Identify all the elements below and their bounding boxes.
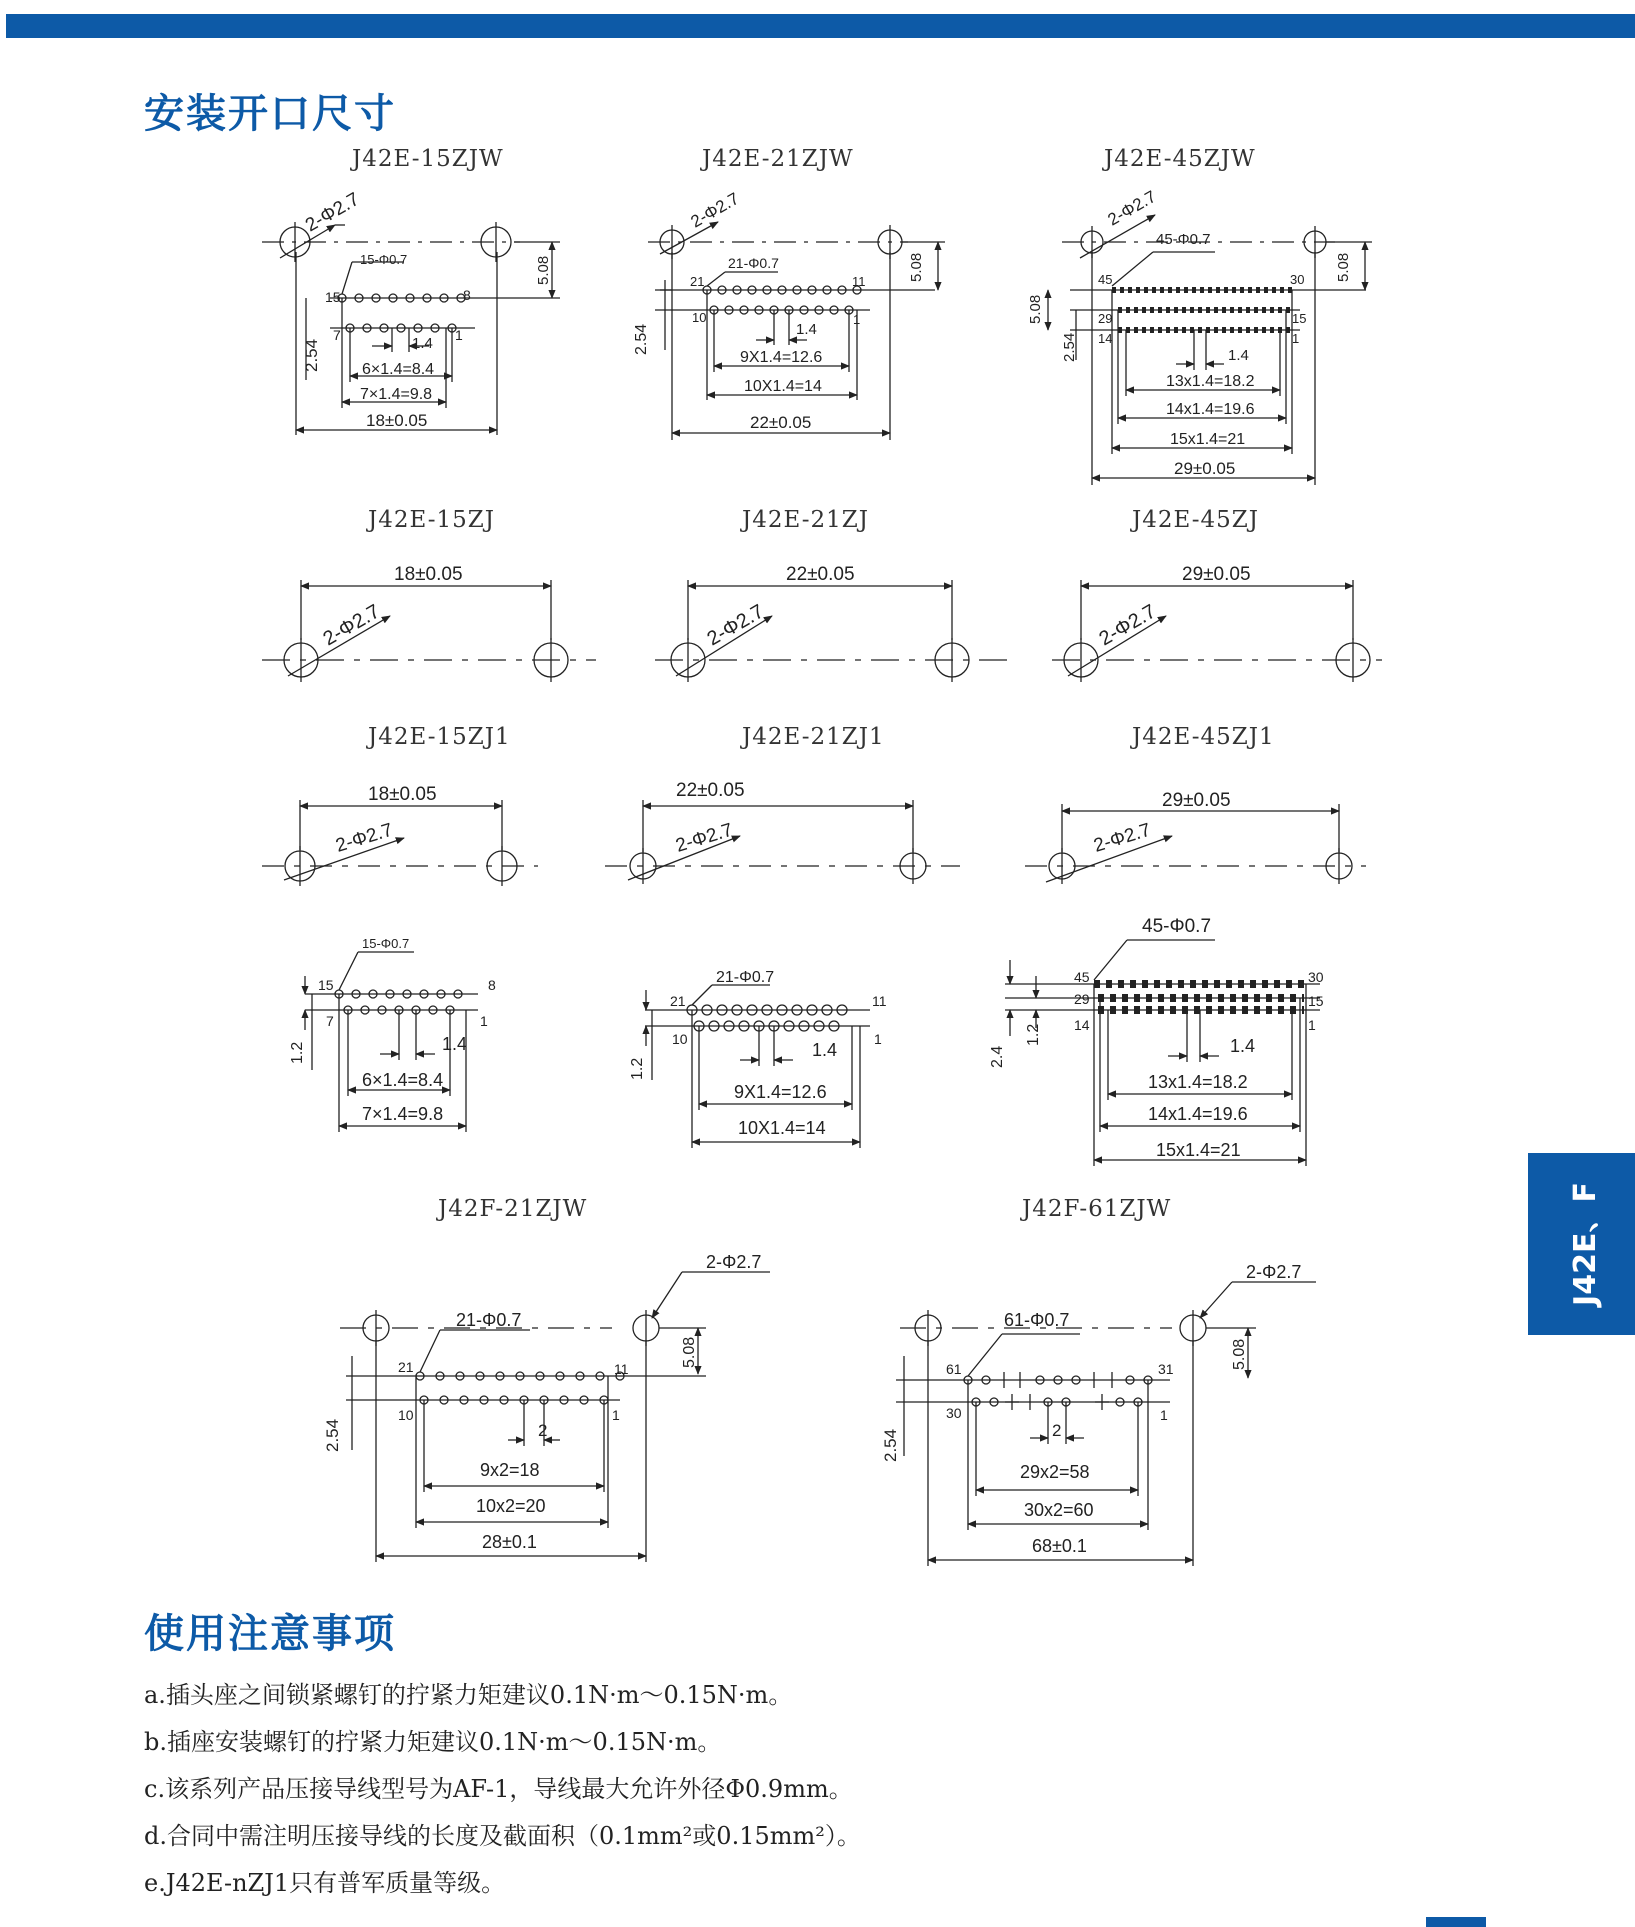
pin-number: 14 [1098,331,1113,346]
model-title: J42E-21ZJ1 [742,724,885,750]
note-item: b.插座安装螺钉的拧紧力矩建议0.1N·m～0.15N·m。 [144,1728,722,1756]
pin-number: 1 [455,327,463,343]
width-label: 68±0.1 [1032,1536,1087,1556]
dim-label: 1.2 [629,1057,646,1080]
width-label: 18±0.05 [366,411,428,430]
dim-label: 5.08 [1231,1338,1248,1370]
pin-number: 10 [398,1407,414,1423]
span-label: 29x2=58 [1020,1462,1090,1482]
pin-number: 1 [853,312,861,327]
pin-number: 30 [946,1405,962,1421]
pin-number: 1 [874,1031,882,1047]
span-label: 14x1.4=19.6 [1166,401,1255,418]
width-label: 18±0.05 [368,784,437,805]
pitch-label: 1.4 [1228,347,1249,364]
model-title: J42E-21ZJW [702,146,854,172]
pin-number: 1 [1160,1407,1168,1423]
pin-number: 14 [1074,1017,1090,1033]
pin-count-label: 21-Φ0.7 [716,969,775,986]
dim-label: 1.2 [289,1041,306,1064]
dim-label: 2.54 [633,323,650,355]
dim-label: 5.08 [681,1336,698,1368]
drawing-61zjw [896,1282,1316,1566]
pin-number: 45 [1098,272,1113,287]
pin-count-label: 15-Φ0.7 [362,936,410,951]
pin-number: 21 [690,274,705,289]
hole-label: 2-Φ2.7 [1246,1262,1302,1282]
width-label: 22±0.05 [676,780,745,801]
pitch-label: 1.4 [812,1040,838,1060]
side-tab [1528,1153,1635,1335]
hole-label: 2-Φ2.7 [1091,819,1154,857]
model-title: J42E-21ZJ [742,507,869,533]
pin-number: 15 [325,289,341,305]
span-label: 7×1.4=9.8 [360,386,433,403]
hole-label: 2-Φ2.7 [1104,186,1160,230]
section-title-install: 安装开口尺寸 [144,90,396,137]
pin-number: 30 [1308,969,1324,985]
notes-list [144,1672,861,1907]
pitch-label: 2 [1052,1421,1062,1440]
pitch-label: 1.4 [442,1034,468,1054]
pin-number: 11 [852,274,866,289]
width-label: 18±0.05 [394,564,463,585]
dim-label: 1.2 [1025,1023,1042,1046]
pin-number: 15 [1292,311,1307,326]
model-title: J42E-15ZJ1 [368,724,511,750]
hole-label: 2-Φ2.7 [703,600,768,651]
drawing-15zjw [262,222,560,435]
hole-label: 2-Φ2.7 [706,1252,762,1272]
width-label: 29±0.05 [1182,564,1251,585]
pin-number: 1 [1308,1017,1316,1033]
span-label: 9x2=18 [480,1460,540,1480]
pin-number: 8 [463,287,471,303]
hole-label: 2-Φ2.7 [302,188,364,237]
pin-number: 45 [1074,969,1090,985]
side-tab-label: J42E、F [1567,1182,1603,1306]
pin-number: 10 [692,310,707,325]
pin-number: 15 [318,977,334,993]
span-label: 15x1.4=21 [1170,431,1246,448]
pin-number: 8 [488,977,496,993]
width-label: 29±0.05 [1162,790,1231,811]
dim-label: 5.08 [1027,294,1044,324]
model-title: J42F-61ZJW [1022,1196,1172,1222]
note-item: c.该系列产品压接导线型号为AF-1，导线最大允许外径Φ0.9mm。 [144,1775,853,1803]
hole-label: 2-Φ2.7 [687,188,743,232]
pin-count-label: 21-Φ0.7 [728,255,779,271]
drawing-15zj [262,580,596,682]
pin-count-label: 45-Φ0.7 [1156,231,1211,248]
dim-label: 2.54 [302,338,321,372]
model-title: J42F-21ZJW [438,1196,588,1222]
pin-count-label: 21-Φ0.7 [456,1310,522,1330]
pitch-label: 1.4 [1230,1036,1256,1056]
pin-number: 10 [672,1031,688,1047]
width-label: 29±0.05 [1174,459,1236,478]
dim-label: 2.54 [323,1418,342,1452]
span-label: 13x1.4=18.2 [1148,1072,1248,1092]
dim-label: 2.54 [1061,332,1078,362]
model-title: J42E-15ZJ [368,507,495,533]
pin-number: 61 [946,1361,962,1377]
note-item: d.合同中需注明压接导线的长度及截面积（0.1mm²或0.15mm²）。 [144,1822,861,1850]
span-label: 13x1.4=18.2 [1166,373,1255,390]
pin-count-label: 61-Φ0.7 [1004,1310,1070,1330]
hole-label: 2-Φ2.7 [1095,600,1160,651]
pin-number: 1 [480,1013,488,1029]
span-label: 10X1.4=14 [738,1118,826,1138]
hole-label: 2-Φ2.7 [333,819,396,857]
note-item: e.J42E-nZJ1只有普军质量等级。 [144,1869,506,1897]
hole-label: 2-Φ2.7 [673,819,736,857]
pin-number: 21 [670,993,686,1009]
dim-label: 2.4 [989,1045,1006,1068]
pin-number: 1 [1292,331,1300,346]
pitch-label: 1.4 [796,321,817,338]
pin-count-label: 15-Φ0.7 [360,252,408,267]
span-label: 9X1.4=12.6 [740,349,823,366]
pin-number: 7 [333,327,341,343]
span-label: 7×1.4=9.8 [362,1104,444,1124]
span-label: 6×1.4=8.4 [362,361,435,378]
note-item: a.插头座之间锁紧螺钉的拧紧力矩建议0.1N·m～0.15N·m。 [144,1681,793,1709]
model-title: J42E-45ZJW [1104,146,1256,172]
width-label: 22±0.05 [750,413,812,432]
section-title-notes: 使用注意事项 [144,1610,396,1657]
model-title: J42E-45ZJ1 [1132,724,1275,750]
span-label: 15x1.4=21 [1156,1140,1241,1160]
width-label: 28±0.1 [482,1532,537,1552]
pin-number: 1 [612,1407,620,1423]
span-label: 9X1.4=12.6 [734,1082,827,1102]
pin-number: 7 [326,1013,334,1029]
pin-number: 21 [398,1359,414,1375]
width-label: 22±0.05 [786,564,855,585]
pin-number: 15 [1308,993,1324,1009]
dim-label: 5.08 [535,255,552,285]
span-label: 6×1.4=8.4 [362,1070,444,1090]
pin-number: 29 [1098,311,1113,326]
dim-label: 5.08 [1335,252,1352,282]
pin-number: 29 [1074,991,1090,1007]
pin-count-label: 45-Φ0.7 [1142,916,1212,937]
dim-label: 2.54 [881,1428,900,1462]
span-label: 10X1.4=14 [744,378,822,395]
pin-gap-marks [1004,1372,1112,1410]
span-label: 10x2=20 [476,1496,546,1516]
model-title: J42E-45ZJ [1132,507,1259,533]
span-label: 14x1.4=19.6 [1148,1104,1248,1124]
pin-number: 11 [614,1361,629,1377]
hole-label: 2-Φ2.7 [319,600,384,651]
corner-mark [1426,1917,1486,1927]
span-label: 30x2=60 [1024,1500,1094,1520]
pitch-label: 2 [538,1421,548,1440]
pin-number: 11 [872,993,887,1009]
model-title: J42E-15ZJW [352,146,504,172]
dim-label: 5.08 [908,252,925,282]
pitch-label: 1.4 [412,335,433,352]
pin-number: 31 [1158,1361,1174,1377]
pin-number: 30 [1290,272,1305,287]
